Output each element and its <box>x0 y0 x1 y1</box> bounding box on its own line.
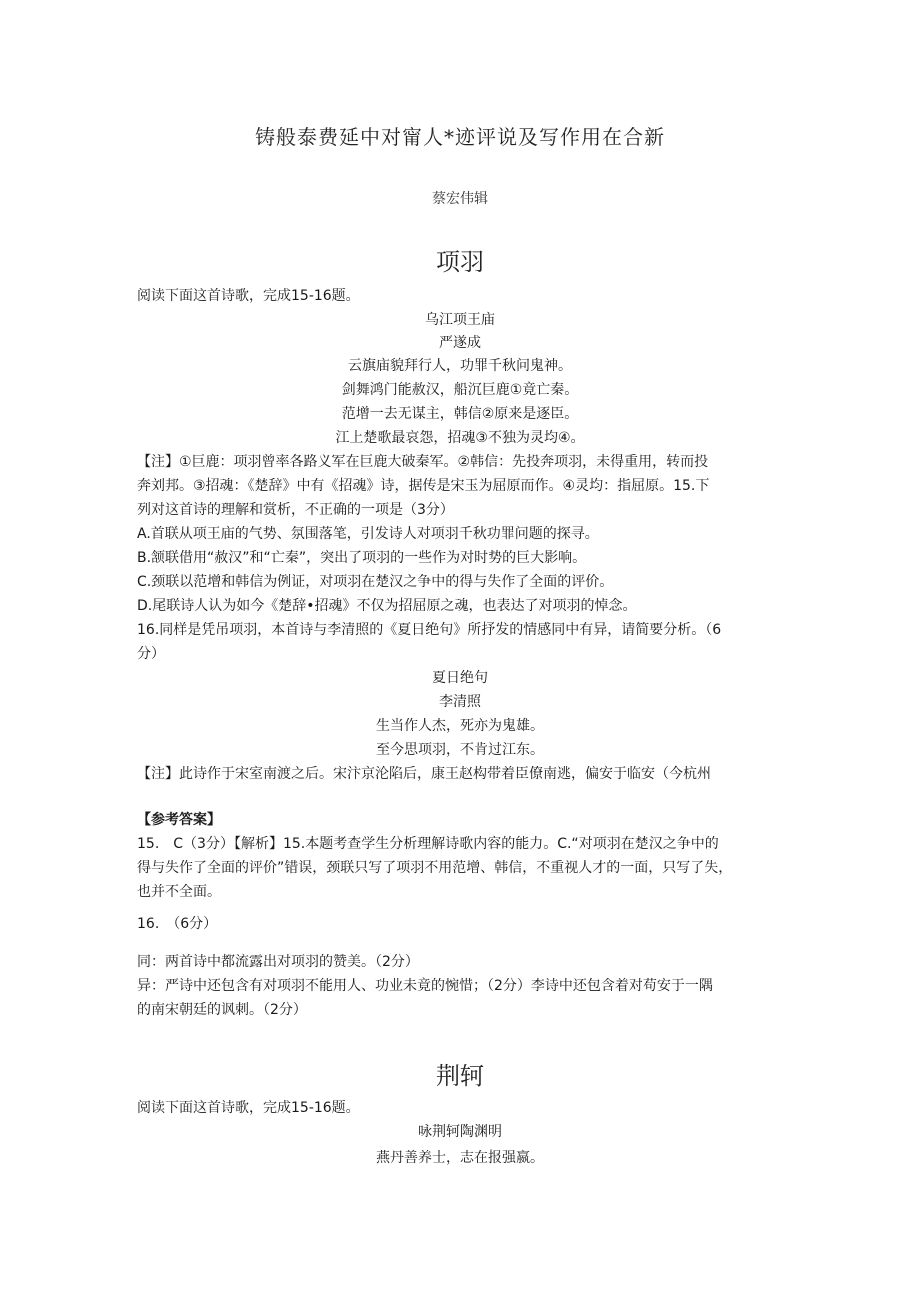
document-author: 蔡宏伟辑 <box>432 191 488 207</box>
section-heading-xiangyu: 项羽 <box>436 248 484 276</box>
answer-16-diff-line: 的南宋朝廷的讽刺。（2分） <box>137 1002 307 1018</box>
answer-heading: 【参考答案】 <box>137 812 221 828</box>
answer-16-diff-line: 异：严诗中还包含有对项羽不能用人、功业未竟的惋惜；（2分）李诗中还包含着对苟安于一隅 <box>137 978 713 994</box>
poem-title: 乌江项王庙 <box>425 312 495 328</box>
answer-15-line: 得与失作了全面的评价”错误，颈联只写了项羽不用范增、韩信，不重视人才的一面，只写了失， <box>137 860 733 876</box>
option-b: B.颔联借用“赦汉”和“亡秦”，突出了项羽的一些作为对时势的巨大影响。 <box>137 550 587 566</box>
question-16-line: 分） <box>137 646 165 662</box>
poem-author: 严遂成 <box>439 335 481 351</box>
poem-line: 云旗庙貌拜行人，功罪千秋问鬼神。 <box>348 358 572 374</box>
poem2-line: 至今思项羽，不肯过江东。 <box>376 742 544 758</box>
poem2-title: 夏日绝句 <box>432 670 488 686</box>
poem-line: 范增一去无谋主，韩信②原来是逐臣。 <box>341 406 579 422</box>
answer-15-line: 也并不全面。 <box>137 884 221 900</box>
note2-line: 【注】此诗作于宋室南渡之后。宋汴京沦陷后，康王赵构带着臣僚南逃，偏安于临安（今杭州 <box>137 766 711 782</box>
note-line: 【注】①巨鹿：项羽曾率各路义军在巨鹿大破秦军。②韩信：先投奔项羽，未得重用，转而投 <box>137 454 709 470</box>
document-title: 铸般泰费延中对甯人*迹评说及写作用在合新 <box>255 125 665 149</box>
poem-line: 剑舞鸿门能赦汉，船沉巨鹿①竟亡秦。 <box>341 382 579 398</box>
poem-title: 咏荆轲陶渊明 <box>418 1124 502 1140</box>
poem-line: 江上楚歌最哀怨，招魂③不独为灵均④。 <box>335 430 585 446</box>
answer-15-line: 15. C（3分）【解析】15.本题考查学生分析理解诗歌内容的能力。C.“对项羽在楚汉之争中的 <box>137 836 719 852</box>
question-16-line: 16.同样是凭吊项羽，本首诗与李清照的《夏日绝句》所抒发的情感同中有异，请简要分析。（6 <box>137 622 722 638</box>
intro-text: 阅读下面这首诗歌，完成15-16题。 <box>137 1100 360 1116</box>
poem2-line: 生当作人杰，死亦为鬼雄。 <box>376 718 544 734</box>
option-a: A.首联从项王庙的气势、氛围落笔，引发诗人对项羽千秋功罪问题的探寻。 <box>137 526 599 542</box>
answer-16-label: 16. （6分） <box>137 916 218 932</box>
intro-text: 阅读下面这首诗歌，完成15-16题。 <box>137 288 360 304</box>
note-line: 奔刘邦。③招魂：《楚辞》中有《招魂》诗，据传是宋玉为屈原而作。④灵均：指屈原。15.下 <box>137 478 710 494</box>
option-d: D.尾联诗人认为如今《楚辞•招魂》不仅为招屈原之魂，也表达了对项羽的悼念。 <box>137 598 637 614</box>
question-15-line: 列对这首诗的理解和赏析，不正确的一项是（3分） <box>137 502 454 518</box>
answer-16-same: 同：两首诗中都流露出对项羽的赞美。（2分） <box>137 954 419 970</box>
poem2-author: 李清照 <box>439 694 481 710</box>
poem-line: 燕丹善养士，志在报强嬴。 <box>376 1150 544 1166</box>
section-heading-jingke: 荆轲 <box>436 1062 484 1090</box>
option-c: C.颈联以范增和韩信为例证，对项羽在楚汉之争中的得与失作了全面的评价。 <box>137 574 614 590</box>
